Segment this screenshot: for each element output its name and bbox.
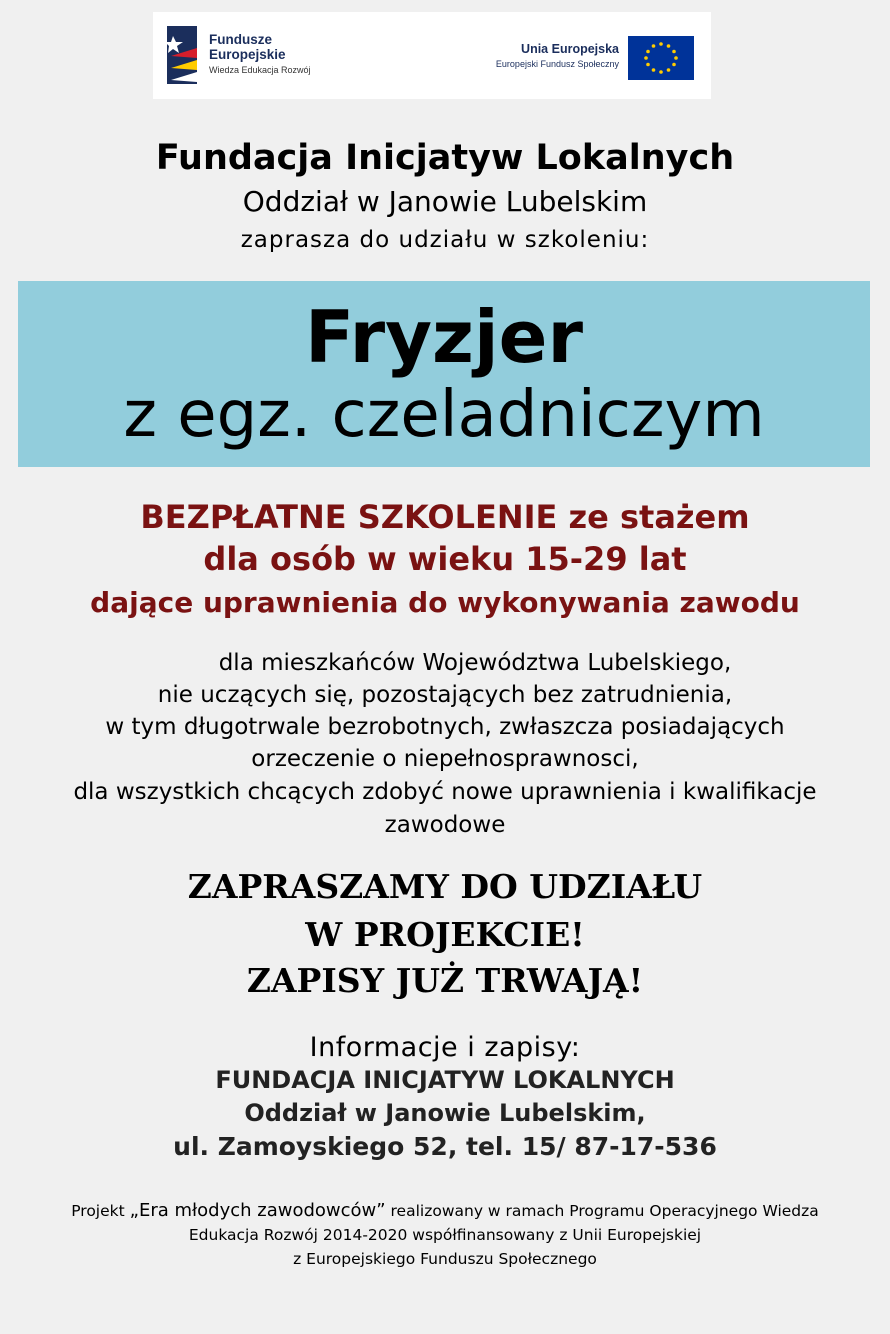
logo-bar [153, 12, 711, 99]
footer-line-1 [0, 1200, 890, 1222]
description-line-6: zawodowe [384, 812, 506, 838]
description-line-5: dla wszystkich chcących zdobyć nowe uprawnienia i kwalifikacje [73, 779, 817, 805]
cta-line-3: ZAPISY JUŻ TRWAJĄ! [246, 961, 644, 1000]
description-line-3: w tym długotrwale bezrobotnych, zwłaszcza posiadających [105, 714, 785, 740]
footer-prefix: Projekt [71, 1202, 130, 1220]
course-subtitle: z egz. czeladniczym [123, 378, 765, 452]
course-title: Fryzjer [305, 295, 583, 379]
info-heading: Informacje i zapisy: [309, 1032, 581, 1063]
description-line-1: dla mieszkańców Województwa Lubelskiego, [218, 650, 732, 676]
info-branch: Oddział w Janowie Lubelskim, [244, 1099, 646, 1127]
fe-line3: Wiedza Edukacja Rozwój [209, 65, 311, 75]
footer-line-3: z Europejskiego Funduszu Społecznego [293, 1250, 597, 1268]
unia-europejska-text [496, 42, 619, 69]
footer-project-name: „Era młodych zawodowców” [129, 1200, 386, 1221]
cta-line-2: W PROJEKCIE! [305, 915, 585, 954]
fundusze-europejskie-logo-icon [167, 26, 197, 84]
fundusze-europejskie-text [209, 32, 311, 75]
fe-line1: Fundusze [209, 32, 272, 47]
highlight-line-2: dla osób w wieku 15-29 lat [203, 540, 687, 578]
info-organization: FUNDACJA INICJATYW LOKALNYCH [215, 1066, 675, 1094]
fe-line2: Europejskie [209, 47, 286, 62]
eu-flag-icon [628, 36, 694, 80]
footer-rest: realizowany w ramach Programu Operacyjnego Wiedza [385, 1202, 819, 1220]
ue-line2: Europejski Fundusz Społeczny [495, 59, 619, 69]
info-address: ul. Zamoyskiego 52, tel. 15/ 87-17-536 [173, 1132, 717, 1161]
organization-title: Fundacja Inicjatyw Lokalnych [155, 138, 735, 178]
highlight-line-3: dające uprawnienia do wykonywania zawodu [90, 586, 800, 619]
highlight-line-1: BEZPŁATNE SZKOLENIE ze stażem [140, 498, 750, 536]
ue-line1: Unia Europejska [521, 42, 619, 56]
cta-line-1: ZAPRASZAMY DO UDZIAŁU [187, 867, 703, 906]
course-banner [18, 281, 870, 467]
description-line-2: nie uczących się, pozostających bez zatrudnienia, [157, 682, 733, 708]
organization-branch: Oddział w Janowie Lubelskim [242, 185, 648, 218]
invitation-text: zaprasza do udziału w szkoleniu: [240, 227, 650, 253]
footer-line-2: Edukacja Rozwój 2014-2020 współfinansowany z Unii Europejskiej [188, 1226, 702, 1244]
description-line-4: orzeczenie o niepełnosprawnosci, [251, 746, 639, 772]
